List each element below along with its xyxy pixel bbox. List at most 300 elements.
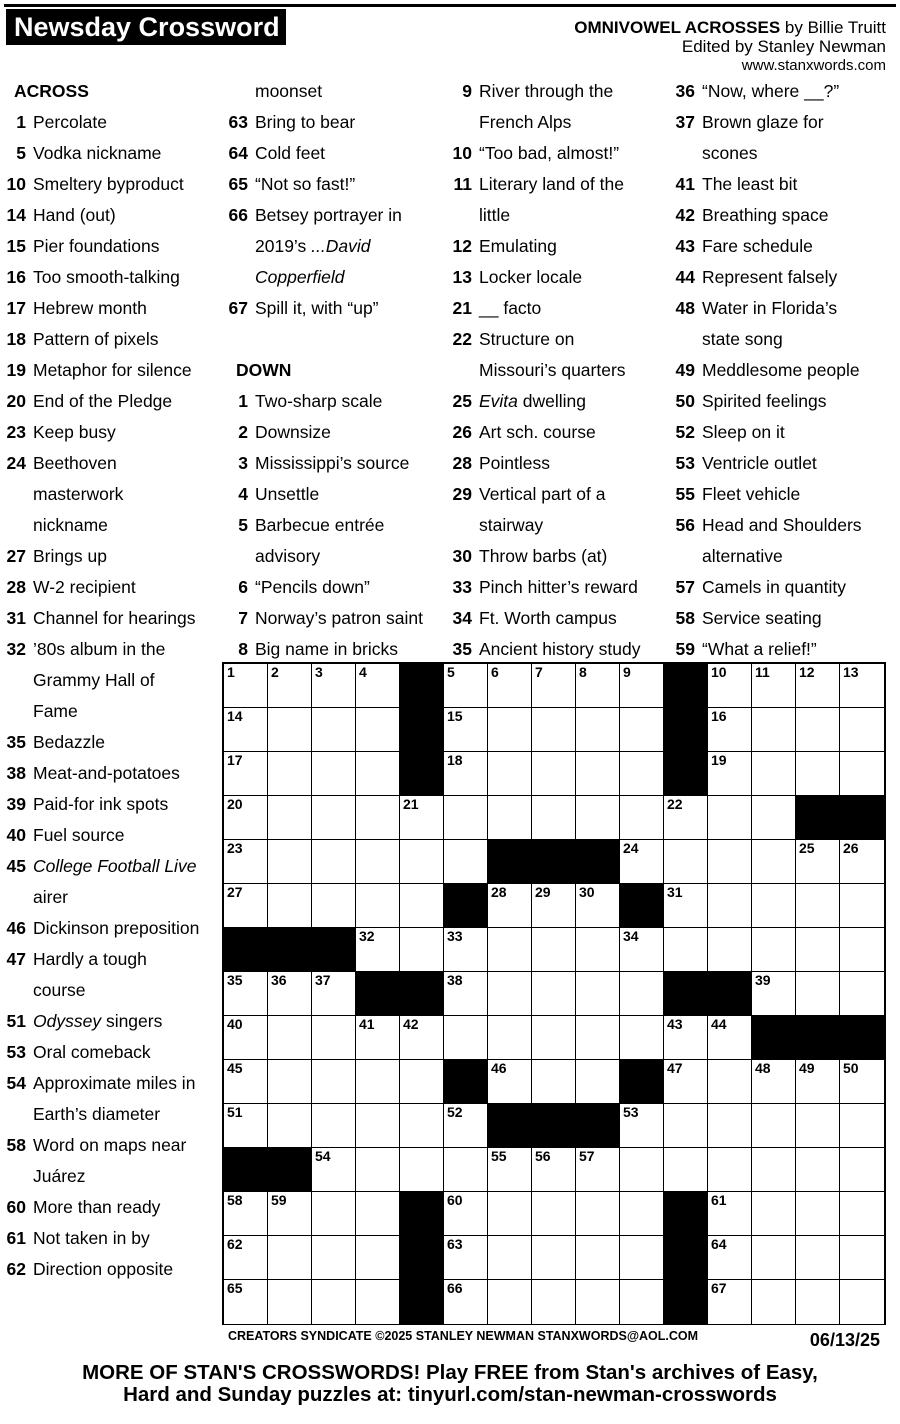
clue-line [6, 169, 216, 200]
grid-cell[interactable] [708, 752, 752, 796]
grid-cell[interactable] [664, 1016, 708, 1060]
clue-line [452, 355, 667, 386]
black-square [400, 752, 444, 796]
grid-cell[interactable] [752, 972, 796, 1016]
clue-line [6, 324, 216, 355]
grid-cell[interactable] [488, 1016, 532, 1060]
grid-cell[interactable] [620, 796, 664, 840]
grid-cell[interactable] [620, 1192, 664, 1236]
grid-cell[interactable] [752, 1104, 796, 1148]
clue-line [6, 293, 216, 324]
grid-cell[interactable] [576, 664, 620, 708]
grid-cell[interactable] [664, 884, 708, 928]
grid-cell[interactable] [224, 1236, 268, 1280]
grid-cell[interactable] [532, 1016, 576, 1060]
grid-cell[interactable] [224, 840, 268, 884]
black-square [796, 796, 840, 840]
clue-text: Not taken in by [33, 1228, 150, 1248]
grid-cell[interactable] [356, 708, 400, 752]
grid-cell[interactable] [356, 1236, 400, 1280]
grid-cell[interactable] [532, 884, 576, 928]
grid-cell[interactable] [356, 796, 400, 840]
cell-number: 1 [227, 664, 235, 680]
grid-cell[interactable] [444, 664, 488, 708]
clue-text: Structure on [479, 329, 575, 349]
grid-cell[interactable] [532, 1192, 576, 1236]
grid-cell[interactable] [620, 840, 664, 884]
grid-cell[interactable] [488, 972, 532, 1016]
clue-line [6, 820, 216, 851]
grid-cell[interactable] [356, 840, 400, 884]
cell-number: 15 [447, 708, 463, 724]
grid-cell[interactable] [268, 884, 312, 928]
grid-cell[interactable] [312, 708, 356, 752]
grid-cell[interactable] [708, 796, 752, 840]
grid-cell[interactable] [444, 708, 488, 752]
grid-cell[interactable] [356, 928, 400, 972]
grid-cell[interactable] [752, 752, 796, 796]
grid-cell[interactable] [840, 1148, 884, 1192]
grid-cell[interactable] [488, 1148, 532, 1192]
grid-cell[interactable] [268, 1192, 312, 1236]
black-square [664, 972, 708, 1016]
grid-cell[interactable] [400, 1060, 444, 1104]
grid-cell[interactable] [664, 1148, 708, 1192]
grid-cell[interactable] [796, 1280, 840, 1324]
grid-cell[interactable] [312, 884, 356, 928]
grid-cell[interactable] [840, 708, 884, 752]
black-square [400, 1280, 444, 1324]
grid-cell[interactable] [444, 1236, 488, 1280]
clue-text: Art sch. course [479, 422, 596, 442]
grid-cell[interactable] [488, 796, 532, 840]
grid-cell[interactable] [664, 840, 708, 884]
cell-number: 37 [315, 972, 331, 988]
clue-line [675, 386, 890, 417]
clue-number: 51 [6, 1011, 26, 1031]
clue-number: 10 [452, 143, 472, 163]
grid-cell[interactable] [708, 1236, 752, 1280]
clue-line [6, 696, 216, 727]
grid-cell[interactable] [708, 884, 752, 928]
grid-cell[interactable] [444, 1104, 488, 1148]
grid-cell[interactable] [400, 1104, 444, 1148]
grid-cell[interactable] [268, 1104, 312, 1148]
grid-cell[interactable] [268, 972, 312, 1016]
cell-number: 60 [447, 1192, 463, 1208]
clue-text: Direction opposite [33, 1259, 174, 1279]
grid-cell[interactable] [708, 1192, 752, 1236]
black-square [268, 928, 312, 972]
crossword-grid [222, 662, 886, 1325]
grid-cell[interactable] [488, 1060, 532, 1104]
clue-line [6, 448, 216, 479]
grid-cell[interactable] [268, 664, 312, 708]
clue-text: Spirited feelings [702, 391, 827, 411]
grid-cell[interactable] [532, 928, 576, 972]
cell-number: 28 [491, 884, 507, 900]
grid-cell[interactable] [840, 884, 884, 928]
clue-line [675, 479, 890, 510]
grid-cell[interactable] [268, 752, 312, 796]
grid-cell[interactable] [312, 664, 356, 708]
grid-cell[interactable] [224, 1104, 268, 1148]
clue-number: 52 [675, 422, 695, 442]
clue-line [675, 448, 890, 479]
cell-number: 62 [227, 1236, 243, 1252]
clue-number: 41 [675, 174, 695, 194]
grid-cell[interactable] [488, 708, 532, 752]
grid-cell[interactable] [620, 1236, 664, 1280]
grid-cell[interactable] [752, 1148, 796, 1192]
grid-cell[interactable] [840, 1280, 884, 1324]
grid-cell[interactable] [752, 884, 796, 928]
grid-cell[interactable] [356, 884, 400, 928]
grid-cell[interactable] [840, 972, 884, 1016]
clue-line [6, 231, 216, 262]
clue-line [675, 200, 890, 231]
grid-cell[interactable] [400, 796, 444, 840]
grid-cell[interactable] [444, 1016, 488, 1060]
grid-cell[interactable] [708, 1060, 752, 1104]
cell-number: 57 [579, 1148, 595, 1164]
grid-cell[interactable] [796, 1148, 840, 1192]
grid-cell[interactable] [620, 972, 664, 1016]
grid-cell[interactable] [752, 664, 796, 708]
clue-line [6, 1006, 216, 1037]
clue-text: “Not so fast!” [255, 174, 356, 194]
clue-number: 17 [6, 298, 26, 318]
cell-number: 55 [491, 1148, 507, 1164]
author: by Billie Truitt [784, 18, 886, 37]
grid-cell[interactable] [356, 664, 400, 708]
clue-number: 45 [6, 856, 26, 876]
clue-text: Keep busy [33, 422, 116, 442]
grid-cell[interactable] [532, 1148, 576, 1192]
grid-cell[interactable] [356, 1104, 400, 1148]
grid-cell[interactable] [796, 928, 840, 972]
grid-cell[interactable] [488, 1280, 532, 1324]
cell-number: 7 [535, 664, 543, 680]
grid-cell[interactable] [488, 928, 532, 972]
clue-text: advisory [255, 546, 321, 566]
clue-line [228, 107, 443, 138]
grid-cell[interactable] [708, 708, 752, 752]
grid-cell[interactable] [708, 1148, 752, 1192]
grid-cell[interactable] [356, 1280, 400, 1324]
cell-number: 19 [711, 752, 727, 768]
clue-text: Pattern of pixels [33, 329, 159, 349]
cell-number: 4 [359, 664, 367, 680]
grid-cell[interactable] [444, 1280, 488, 1324]
grid-cell[interactable] [752, 1192, 796, 1236]
clue-number: 9 [462, 81, 472, 101]
grid-cell[interactable] [444, 1148, 488, 1192]
grid-cell[interactable] [576, 1148, 620, 1192]
grid-cell[interactable] [576, 1060, 620, 1104]
grid-cell[interactable] [796, 840, 840, 884]
grid-cell[interactable] [796, 664, 840, 708]
grid-cell[interactable] [312, 1192, 356, 1236]
grid-cell[interactable] [664, 796, 708, 840]
grid-cell[interactable] [576, 1016, 620, 1060]
grid-cell[interactable] [840, 928, 884, 972]
grid-cell[interactable] [620, 928, 664, 972]
clue-text: nickname [33, 515, 108, 535]
grid-cell[interactable] [620, 752, 664, 796]
black-square [224, 928, 268, 972]
grid-cell[interactable] [268, 1060, 312, 1104]
grid-cell[interactable] [400, 928, 444, 972]
clue-number: 35 [6, 732, 26, 752]
grid-cell[interactable] [752, 1060, 796, 1104]
black-square [664, 1192, 708, 1236]
grid-cell[interactable] [312, 1060, 356, 1104]
grid-cell[interactable] [840, 1192, 884, 1236]
clue-text: __ facto [479, 298, 542, 318]
grid-cell[interactable] [444, 840, 488, 884]
grid-cell[interactable] [532, 972, 576, 1016]
grid-cell[interactable] [488, 752, 532, 796]
grid-cell[interactable] [708, 664, 752, 708]
grid-cell[interactable] [708, 1016, 752, 1060]
clue-number: 57 [675, 577, 695, 597]
black-square [708, 972, 752, 1016]
cell-number: 10 [711, 664, 727, 680]
grid-cell[interactable] [532, 664, 576, 708]
grid-cell[interactable] [796, 884, 840, 928]
grid-cell[interactable] [224, 884, 268, 928]
clue-text: Channel for hearings [33, 608, 196, 628]
grid-cell[interactable] [224, 796, 268, 840]
grid-cell[interactable] [576, 1236, 620, 1280]
grid-cell[interactable] [620, 708, 664, 752]
grid-cell[interactable] [224, 708, 268, 752]
grid-cell[interactable] [488, 1192, 532, 1236]
grid-cell[interactable] [224, 1060, 268, 1104]
cell-number: 29 [535, 884, 551, 900]
grid-cell[interactable] [400, 884, 444, 928]
grid-cell[interactable] [312, 1280, 356, 1324]
grid-cell[interactable] [532, 1280, 576, 1324]
black-square [576, 840, 620, 884]
grid-cell[interactable] [312, 796, 356, 840]
clue-line [6, 944, 216, 975]
grid-cell[interactable] [356, 1148, 400, 1192]
grid-cell[interactable] [752, 840, 796, 884]
clue-line [6, 1254, 216, 1285]
clue-number: 3 [238, 453, 248, 473]
grid-cell[interactable] [268, 1016, 312, 1060]
grid-cell[interactable] [840, 840, 884, 884]
grid-cell[interactable] [488, 1236, 532, 1280]
black-square [532, 840, 576, 884]
clue-number: 39 [6, 794, 26, 814]
grid-cell[interactable] [532, 708, 576, 752]
grid-cell[interactable] [400, 1148, 444, 1192]
cell-number: 53 [623, 1104, 639, 1120]
grid-cell[interactable] [620, 1104, 664, 1148]
grid-cell[interactable] [752, 1280, 796, 1324]
clue-line [6, 1099, 216, 1130]
grid-cell[interactable] [312, 972, 356, 1016]
cell-number: 67 [711, 1280, 727, 1296]
clue-text: Emulating [479, 236, 557, 256]
grid-cell[interactable] [268, 708, 312, 752]
grid-cell[interactable] [752, 1236, 796, 1280]
clue-line [228, 76, 443, 107]
clue-text: state song [702, 329, 783, 349]
grid-cell[interactable] [620, 1280, 664, 1324]
grid-cell[interactable] [752, 708, 796, 752]
grid-cell[interactable] [664, 1060, 708, 1104]
black-square [400, 1236, 444, 1280]
grid-cell[interactable] [224, 1192, 268, 1236]
grid-cell[interactable] [752, 796, 796, 840]
cell-number: 61 [711, 1192, 727, 1208]
grid-cell[interactable] [708, 840, 752, 884]
clue-text: Vodka nickname [33, 143, 162, 163]
cell-number: 46 [491, 1060, 507, 1076]
grid-cell[interactable] [268, 840, 312, 884]
clue-number: 16 [6, 267, 26, 287]
clue-text: masterwork [33, 484, 124, 504]
clue-text: Hardly a tough [33, 949, 147, 969]
grid-cell[interactable] [576, 796, 620, 840]
grid-cell[interactable] [576, 752, 620, 796]
grid-cell[interactable] [224, 1280, 268, 1324]
byline [574, 18, 886, 75]
clue-line [228, 572, 443, 603]
grid-cell[interactable] [664, 928, 708, 972]
clue-text: Percolate [33, 112, 107, 132]
promo [0, 1362, 900, 1406]
grid-cell[interactable] [796, 1192, 840, 1236]
grid-cell[interactable] [268, 1236, 312, 1280]
grid-cell[interactable] [444, 972, 488, 1016]
cell-number: 51 [227, 1104, 243, 1120]
grid-cell[interactable] [268, 1280, 312, 1324]
clue-text: “Too bad, almost!” [479, 143, 620, 163]
grid-cell[interactable] [532, 1236, 576, 1280]
clue-text: Smeltery byproduct [33, 174, 184, 194]
grid-cell[interactable] [620, 1148, 664, 1192]
grid-cell[interactable] [708, 928, 752, 972]
clue-line [6, 262, 216, 293]
grid-cell[interactable] [796, 972, 840, 1016]
cell-number: 12 [799, 664, 815, 680]
grid-cell[interactable] [532, 752, 576, 796]
grid-cell[interactable] [840, 1236, 884, 1280]
grid-cell[interactable] [576, 928, 620, 972]
grid-cell[interactable] [356, 752, 400, 796]
grid-cell[interactable] [532, 796, 576, 840]
grid-cell[interactable] [312, 1236, 356, 1280]
grid-cell[interactable] [532, 1060, 576, 1104]
grid-cell[interactable] [356, 1060, 400, 1104]
clue-number: 42 [675, 205, 695, 225]
clue-number: 64 [228, 143, 248, 163]
grid-cell[interactable] [752, 928, 796, 972]
black-square [400, 708, 444, 752]
grid-cell[interactable] [444, 928, 488, 972]
clue-number: 28 [6, 577, 26, 597]
grid-cell[interactable] [576, 884, 620, 928]
grid-cell[interactable] [268, 796, 312, 840]
clue-line [228, 603, 443, 634]
grid-cell[interactable] [796, 708, 840, 752]
grid-cell[interactable] [796, 1104, 840, 1148]
grid-cell[interactable] [224, 972, 268, 1016]
cell-number: 11 [755, 664, 770, 680]
grid-cell[interactable] [356, 1016, 400, 1060]
grid-cell[interactable] [664, 1104, 708, 1148]
grid-cell[interactable] [840, 1060, 884, 1104]
grid-cell[interactable] [620, 1016, 664, 1060]
grid-cell[interactable] [576, 972, 620, 1016]
clue-text: End of the Pledge [33, 391, 173, 411]
grid-cell[interactable] [400, 840, 444, 884]
grid-cell[interactable] [312, 1016, 356, 1060]
clue-number: 15 [6, 236, 26, 256]
grid-cell[interactable] [840, 752, 884, 796]
puzzle-date: 06/13/25 [809, 1330, 880, 1350]
grid-cell[interactable] [488, 664, 532, 708]
grid-cell[interactable] [444, 1192, 488, 1236]
cell-number: 31 [667, 884, 683, 900]
cell-number: 35 [227, 972, 243, 988]
clue-number: 8 [238, 639, 248, 659]
clue-number: 29 [452, 484, 472, 504]
promo-line-1: MORE OF STAN'S CROSSWORDS! Play FREE from Stan's archives of Easy, [82, 1361, 818, 1384]
grid-cell[interactable] [312, 1148, 356, 1192]
grid-cell[interactable] [488, 884, 532, 928]
clue-line [228, 200, 443, 231]
grid-cell[interactable] [576, 1192, 620, 1236]
clue-text: Grammy Hall of [33, 670, 155, 690]
grid-cell[interactable] [400, 1016, 444, 1060]
grid-cell[interactable] [444, 752, 488, 796]
grid-cell[interactable] [312, 1104, 356, 1148]
grid-cell[interactable] [356, 1192, 400, 1236]
grid-cell[interactable] [224, 664, 268, 708]
cell-number: 38 [447, 972, 463, 988]
clue-text: College Football Live [33, 856, 197, 876]
grid-cell[interactable] [840, 664, 884, 708]
clue-number: 12 [452, 236, 472, 256]
cell-number: 9 [623, 664, 631, 680]
clue-line [6, 665, 216, 696]
grid-cell[interactable] [576, 1280, 620, 1324]
clue-number: 14 [6, 205, 26, 225]
grid-cell[interactable] [708, 1104, 752, 1148]
grid-cell[interactable] [708, 1280, 752, 1324]
grid-cell[interactable] [224, 1016, 268, 1060]
grid-cell[interactable] [620, 664, 664, 708]
grid-cell[interactable] [444, 796, 488, 840]
grid-cell[interactable] [796, 752, 840, 796]
grid-cell[interactable] [840, 1104, 884, 1148]
grid-cell[interactable] [576, 708, 620, 752]
clue-text: Ft. Worth campus [479, 608, 617, 628]
grid-cell[interactable] [796, 1060, 840, 1104]
clue-text: Copperfield [255, 267, 345, 287]
grid-cell[interactable] [312, 840, 356, 884]
grid-cell[interactable] [224, 752, 268, 796]
grid-cell[interactable] [312, 752, 356, 796]
grid-cell[interactable] [796, 1236, 840, 1280]
clue-text: Sleep on it [702, 422, 785, 442]
